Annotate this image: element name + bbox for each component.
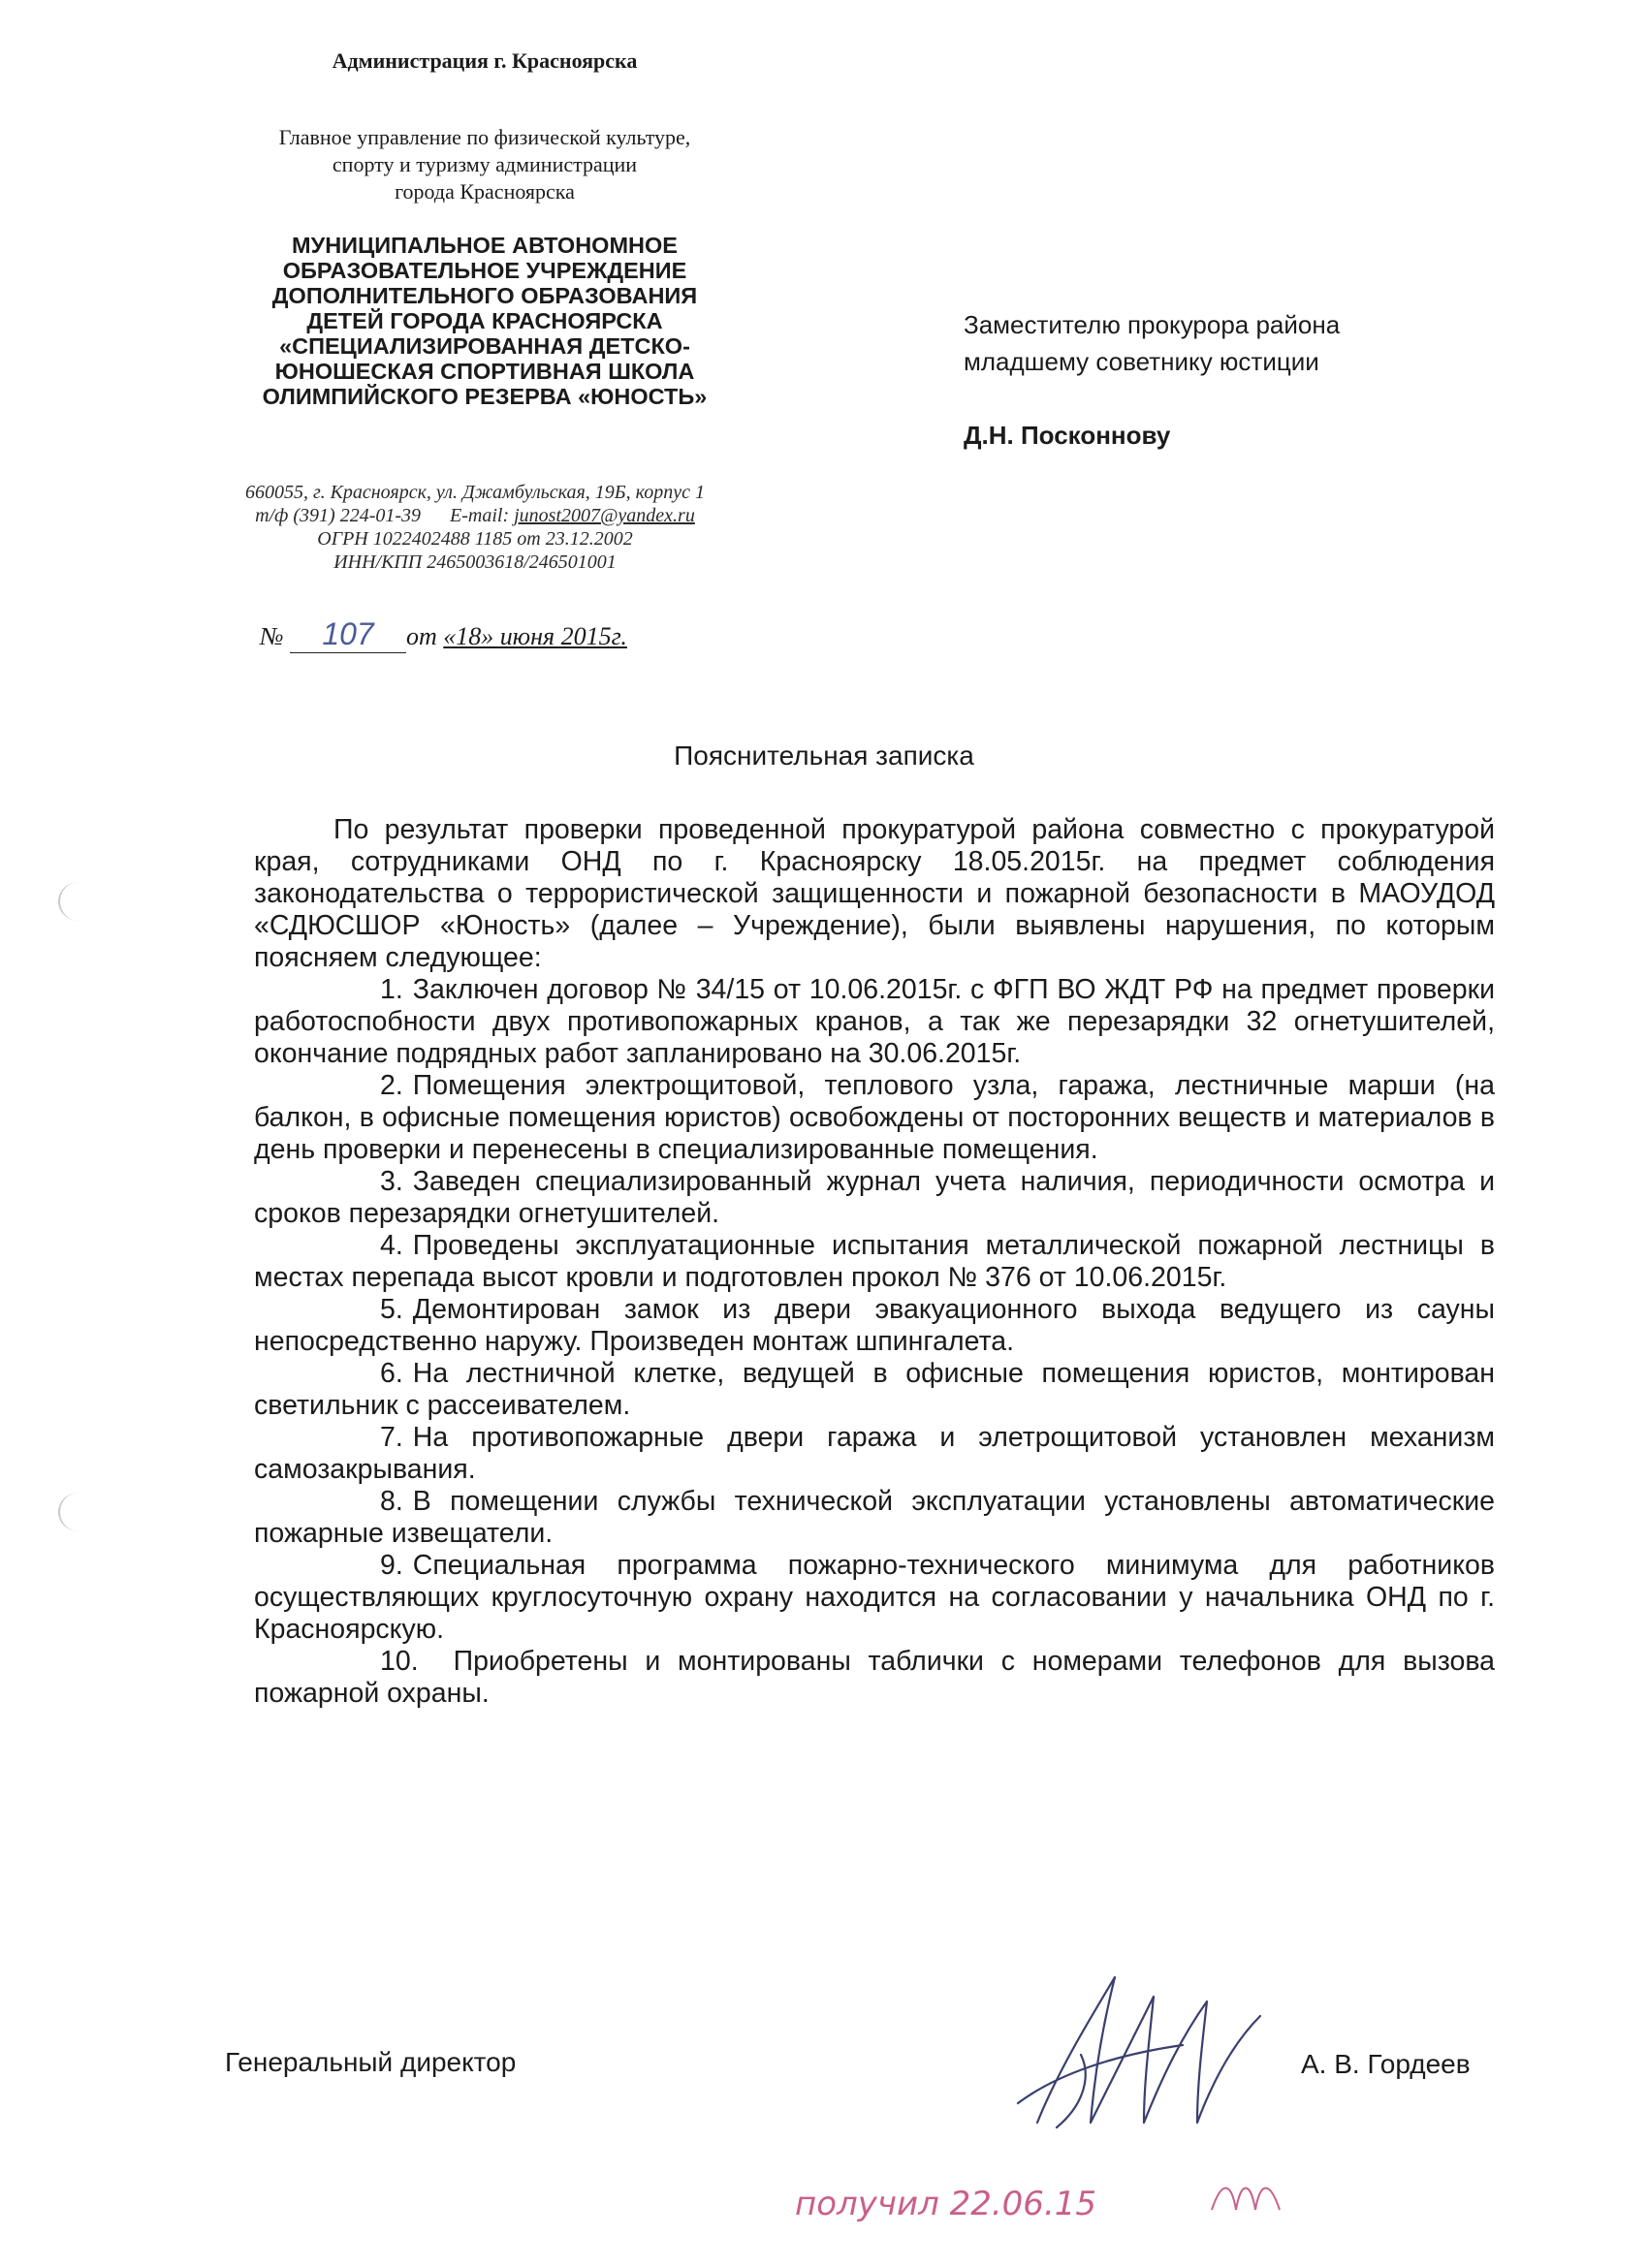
item-text: Помещения электрощитовой, теплового узла, гаража, лестничные марши (на балкон, в офисные помещения юристов) освобождены от посторонних веществ и материалов в день проверки и перенесены в специализированные помещения.	[254, 1070, 1495, 1165]
recipient-block	[964, 306, 1565, 454]
item-number: 7.	[380, 1422, 403, 1453]
item-number: 9.	[380, 1550, 403, 1581]
organization-line: «СПЕЦИАЛИЗИРОВАННАЯ ДЕТСКО-	[279, 333, 690, 359]
list-item	[254, 1358, 1495, 1422]
department-line: Главное управление по физической культуре,	[278, 125, 691, 149]
item-text: Заключен договор № 34/15 от 10.06.2015г. с ФГП ВО ЖДТ РФ на предмет проверки работоспобности двух противопожарных кранов, а так же перезарядки 32 огнетушителей, окончание подрядных работ запланировано на 30.06.2015г.	[254, 974, 1495, 1069]
ogrn-line: ОГРН 1022402488 1185 от 23.12.2002	[317, 528, 633, 550]
organization-line: МУНИЦИПАЛЬНОЕ АВТОНОМНОЕ	[292, 233, 678, 258]
department-block	[194, 124, 776, 205]
recipient-name: Д.Н. Посконнову	[964, 421, 1171, 450]
list-item	[254, 1550, 1495, 1646]
organization-name	[174, 233, 795, 409]
item-number: 5.	[380, 1294, 403, 1325]
document-number-line	[260, 616, 715, 653]
list-item	[254, 1230, 1495, 1294]
handwritten-signature	[998, 1958, 1289, 2152]
item-text: Демонтирован замок из двери эвакуационного выхода ведущего из сауны непосредственно наружу. Произведен монтаж шпингалета.	[254, 1294, 1495, 1357]
item-number: 2.	[380, 1070, 403, 1101]
item-text: В помещении службы технической эксплуатации установлены автоматические пожарные извещатели.	[254, 1486, 1495, 1549]
item-number: 4.	[380, 1230, 403, 1261]
inn-line: ИНН/КПП 2465003618/246501001	[333, 551, 617, 573]
item-text: Приобретены и монтированы таблички с номерами телефонов для вызова пожарной охраны.	[254, 1646, 1495, 1709]
organization-line: ДОПОЛНИТЕЛЬНОГО ОБРАЗОВАНИЯ	[271, 283, 698, 308]
item-text: На противопожарные двери гаража и элетрощитовой установлен механизм самозакрывания.	[254, 1422, 1495, 1485]
item-text: Проведены эксплуатационные испытания металлической пожарной лестницы в местах перепада высот кровли и подготовлен прокол № 376 от 10.06.2015г.	[254, 1230, 1495, 1293]
phone-email-line	[165, 504, 785, 527]
recipient-rank: младшему советнику юстиции	[964, 347, 1319, 376]
document-number: 107	[290, 616, 406, 653]
email-link[interactable]: junost2007@yandex.ru	[514, 505, 695, 526]
list-item	[254, 1166, 1495, 1230]
handwritten-receipt-note	[795, 2161, 1299, 2239]
list-item	[254, 1070, 1495, 1166]
item-text: На лестничной клетке, ведущей в офисные помещения юристов, монтирован светильник с рассеивателем.	[254, 1358, 1495, 1421]
receipt-note-text: получил 22.06.15	[795, 2185, 1097, 2223]
recipient-position: Заместителю прокурора района	[964, 310, 1341, 339]
findings-list	[254, 974, 1495, 1710]
item-number: 3.	[380, 1166, 403, 1197]
item-number: 1.	[380, 974, 403, 1005]
administration-header: Администрация г. Красноярска	[332, 48, 638, 73]
organization-line: ОЛИМПИЙСКОГО РЕЗЕРВА «ЮНОСТЬ»	[262, 384, 708, 409]
item-number: 6.	[380, 1358, 403, 1389]
document-body	[254, 814, 1495, 1710]
organization-line: ДЕТЕЙ ГОРОДА КРАСНОЯРСКА	[306, 308, 663, 333]
signer-name: А. В. Гордеев	[1301, 2049, 1471, 2079]
email-label: E-mail:	[450, 505, 510, 526]
department-line: города Красноярска	[395, 179, 575, 204]
organization-line: ОБРАЗОВАТЕЛЬНОЕ УЧРЕЖДЕНИЕ	[282, 258, 687, 283]
date-prefix: от	[406, 622, 437, 650]
list-item	[254, 1486, 1495, 1550]
department-line: спорту и туризму администрации	[332, 152, 638, 176]
address-line: 660055, г. Красноярск, ул. Джамбульская, 19Б, корпус 1	[245, 482, 705, 503]
receipt-initials-mark	[1212, 2189, 1280, 2211]
document-date: «18» июня 2015г.	[443, 622, 627, 650]
item-text: Заведен специализированный журнал учета наличия, периодичности осмотра и сроков перезарядки огнетушителей.	[254, 1166, 1495, 1229]
number-prefix: №	[260, 622, 284, 650]
phone: т/ф (391) 224-01-39	[255, 505, 422, 526]
item-number: 10.	[380, 1646, 419, 1677]
contact-block	[165, 481, 785, 574]
list-item	[254, 1294, 1495, 1358]
intro-paragraph: По результат проверки проведенной прокуратурой района совместно с прокуратурой края, сотрудниками ОНД по г. Красноярску 18.05.2015г. на предмет соблюдения законодательства о террористической защищенности и пожарной безопасности в МАОУДОД «СДЮСШОР «Юность» (далее – Учреждение), были выявлены нарушения, по которым поясняем следующее:	[254, 814, 1495, 973]
list-item	[254, 1422, 1495, 1486]
organization-line: ЮНОШЕСКАЯ СПОРТИВНАЯ ШКОЛА	[274, 359, 695, 384]
signer-position: Генеральный директор	[225, 2047, 517, 2077]
list-item	[254, 974, 1495, 1070]
item-text: Специальная программа пожарно-технического минимума для работников осуществляющих круглосуточную охрану находится на согласовании у начальника ОНД по г. Красноярскую.	[254, 1550, 1495, 1645]
document-title: Пояснительная записка	[674, 740, 974, 771]
punch-hole-mark	[58, 882, 99, 921]
list-item	[254, 1646, 1495, 1710]
punch-hole-mark	[58, 1493, 99, 1531]
item-number: 8.	[380, 1486, 403, 1517]
